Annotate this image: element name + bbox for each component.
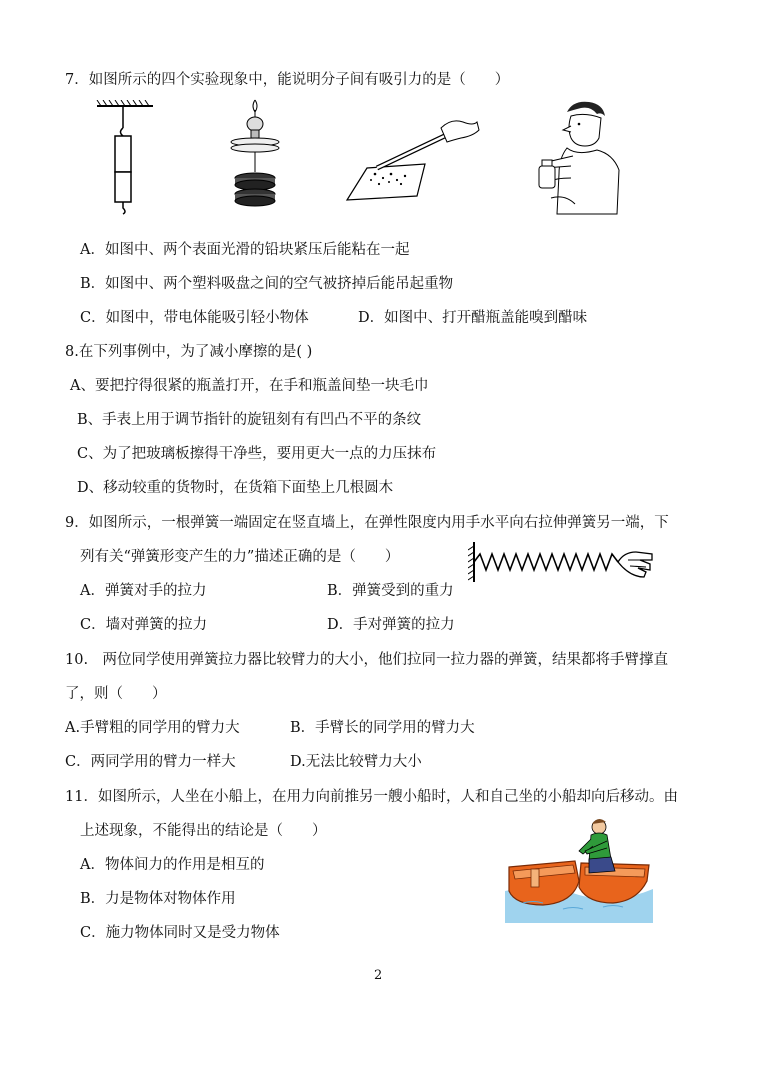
q10-option-c: C．两同学用的臂力一样大: [65, 754, 236, 770]
q10-option-a: A.手臂粗的同学用的臂力大: [65, 720, 240, 736]
q9-option-a: A．弹簧对手的拉力: [80, 583, 207, 599]
q8-stem: 8.在下列事例中，为了减小摩擦的是( ): [65, 344, 313, 360]
q10-option-d: D.无法比较臂力大小: [290, 754, 422, 770]
q7-stem: 7．如图所示的四个实验现象中，能说明分子间有吸引力的是（ ）: [65, 72, 510, 88]
q7-option-c: C．如图中，带电体能吸引轻小物体: [80, 310, 309, 326]
q11-stem-line-2: 上述现象，不能得出的结论是（ ）: [80, 823, 327, 839]
q7-option-b: B．如图中、两个塑料吸盘之间的空气被挤掉后能吊起重物: [80, 276, 454, 292]
q8-option-a: A、要把拧得很紧的瓶盖打开，在手和瓶盖间垫一块毛巾: [70, 378, 429, 394]
q7-option-a: A．如图中、两个表面光滑的铅块紧压后能粘在一起: [80, 242, 410, 258]
q11-stem-line-1: 11．如图所示，人坐在小船上，在用力向前推另一艘小船时，人和自己坐的小船却向后移动。由: [65, 789, 678, 805]
q9-option-b: B．弹簧受到的重力: [327, 583, 454, 599]
lead-blocks-figure: [95, 100, 155, 215]
q11-option-c: C．施力物体同时又是受力物体: [80, 925, 280, 941]
q10-stem-line-1: 10. 两位同学使用弹簧拉力器比较臂力的大小，他们拉同一拉力器的弹簧，结果都将手臂撑直: [65, 652, 669, 668]
suction-cups-figure: [225, 98, 285, 213]
q10-option-b: B．手臂长的同学用的臂力大: [290, 720, 475, 736]
q11-option-a: A．物体间力的作用是相互的: [80, 857, 265, 873]
q9-option-c: C．墙对弹簧的拉力: [80, 617, 208, 633]
spring-wall-figure: [468, 540, 658, 585]
q10-stem-line-2: 了，则（ ）: [65, 686, 167, 702]
q11-option-b: B．力是物体对物体作用: [80, 891, 236, 907]
boats-figure: [503, 813, 655, 923]
page-number: 2: [374, 968, 383, 983]
q9-stem-line-2: 列有关“弹簧形变产生的力”描述正确的是（ ）: [80, 549, 400, 565]
q9-option-d: D．手对弹簧的拉力: [327, 617, 455, 633]
q8-option-b: B、手表上用于调节指针的旋钮刻有有凹凸不平的条纹: [77, 412, 422, 428]
charged-rod-figure: [345, 108, 480, 203]
q9-stem-line-1: 9．如图所示，一根弹簧一端固定在竖直墙上，在弹性限度内用手水平向右拉伸弹簧另一端，下: [65, 515, 669, 531]
person-smelling-figure: [527, 98, 627, 218]
q8-option-d: D、移动较重的货物时，在货箱下面垫上几根圆木: [77, 480, 394, 496]
q7-option-d: D．如图中、打开醋瓶盖能嗅到醋味: [358, 310, 588, 326]
q8-option-c: C、为了把玻璃板擦得干净些，要用更大一点的力压抹布: [77, 446, 437, 462]
